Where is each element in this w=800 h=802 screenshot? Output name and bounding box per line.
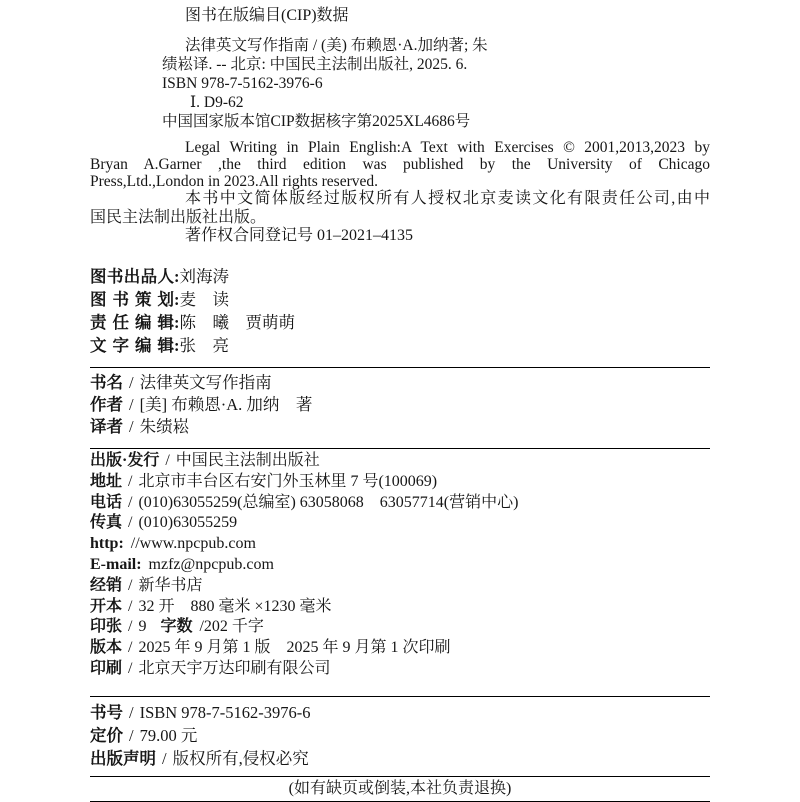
row-book-title (90, 372, 710, 394)
copyright-english (90, 139, 710, 190)
cip-title: 图书在版编目(CIP)数据 (185, 7, 349, 24)
copyright-english-line: Legal Writing in Plain English:A Text with Exercises © 2001,2013,2023 by (185, 139, 710, 156)
row-email (90, 555, 710, 576)
staff-value: 陈 曦 贾萌萌 (179, 313, 295, 332)
staff-label: 图书策划 (90, 290, 174, 309)
field-separator: / (128, 472, 133, 490)
field-value: ISBN 978-7-5162-3976-6 (139, 702, 311, 722)
staff-row-planner (90, 288, 710, 311)
staff-colon: : (174, 313, 180, 332)
field-value: 2025 年 9 月第 1 版 2025 年 9 月第 1 次印刷 (138, 639, 451, 657)
copyright-chinese-line: 本书中文简体版经过版权所有人授权北京麦读文化有限责任公司,由中 (185, 190, 710, 207)
field-label: 书号 (90, 702, 123, 722)
staff-label: 图书出品人 (90, 267, 174, 286)
field-label: E-mail: (90, 555, 142, 573)
cip-classification: Ⅰ. D9-62 (190, 94, 244, 111)
row-address (90, 472, 710, 493)
field-separator: / (128, 597, 133, 615)
price-info (90, 701, 710, 770)
field-value: 法律英文写作指南 (139, 373, 272, 392)
field-label: 开本 (90, 597, 123, 615)
field-separator: / (129, 373, 134, 392)
field-value: /202 千字 (199, 618, 264, 636)
field-value: 79.00 元 (139, 725, 198, 745)
cip-line: 绩崧译. -- 北京: 中国民主法制出版社, 2025. 6. (162, 56, 468, 73)
field-value: 版权所有,侵权必究 (172, 748, 309, 768)
field-separator: / (162, 748, 167, 768)
row-distributor (90, 576, 710, 597)
staff-colon: : (174, 267, 180, 286)
staff-row-producer (90, 265, 710, 288)
staff-colon: : (174, 336, 180, 355)
field-value: 朱绩崧 (139, 417, 190, 436)
row-author (90, 394, 710, 416)
divider (90, 367, 710, 368)
field-value: 中国民主法制出版社 (175, 452, 320, 469)
field-label: 出版·发行 (90, 452, 160, 469)
field-separator: / (129, 725, 134, 745)
row-website (90, 534, 710, 555)
return-notice: (如有缺页或倒装,本社负责退换) (288, 779, 512, 797)
row-format (90, 597, 710, 618)
copyright-english-line: Bryan A.Garner ,the third edition was published by the University of Chicago (90, 156, 710, 173)
staff-value: 刘海涛 (179, 267, 229, 286)
field-value: (010)63055259 (138, 514, 238, 532)
field-value: 新华书店 (138, 576, 203, 594)
staff-row-chief-editor (90, 311, 710, 334)
field-separator: / (128, 576, 133, 594)
field-separator: / (128, 659, 133, 677)
field-separator: / (129, 417, 134, 436)
field-value: (010)63055259(总编室) 63058068 63057714(营销中心) (138, 493, 519, 511)
field-label: 作者 (90, 395, 123, 414)
field-value: [美] 布赖恩·A. 加纳 著 (139, 395, 313, 414)
staff-row-text-editor (90, 334, 710, 357)
row-printer (90, 659, 710, 680)
row-edition (90, 638, 710, 659)
field-separator: / (128, 639, 133, 657)
staff-value: 麦 读 (179, 290, 229, 309)
row-fax (90, 513, 710, 534)
row-statement (90, 747, 710, 770)
field-label: http: (90, 535, 124, 553)
field-label: 出版声明 (90, 748, 156, 768)
field-value: //www.npcpub.com (130, 535, 256, 553)
field-label: 印刷 (90, 659, 123, 677)
field-label: 电话 (90, 493, 123, 511)
staff-value: 张 亮 (179, 336, 229, 355)
staff-colon: : (174, 290, 180, 309)
staff-label: 文字编辑 (90, 336, 174, 355)
divider (90, 448, 710, 449)
field-label: 译者 (90, 417, 123, 436)
book-info (90, 372, 710, 438)
row-phone (90, 493, 710, 514)
field-separator: / (128, 514, 133, 532)
field-label: 书名 (90, 373, 123, 392)
cip-line: 法律英文写作指南 / (美) 布赖恩·A.加纳著; 朱 (185, 37, 488, 54)
copyright-chinese (90, 190, 710, 227)
cip-block (162, 36, 710, 131)
row-price (90, 724, 710, 747)
field-label: 传真 (90, 514, 123, 532)
row-translator (90, 416, 710, 438)
field-separator: / (165, 452, 170, 469)
field-value: 北京市丰台区右安门外玉林里 7 号(100069) (138, 472, 438, 490)
publishing-info (90, 451, 710, 680)
field-label: 版本 (90, 639, 123, 657)
staff-list (90, 265, 710, 357)
copyright-english-line: Press,Ltd.,London in 2023.All rights reserved. (90, 173, 379, 190)
field-separator: / (129, 702, 134, 722)
field-separator: / (129, 395, 134, 414)
field-label: 印张 (90, 618, 123, 636)
contract-number: 著作权合同登记号 01–2021–4135 (185, 227, 414, 244)
field-label: 地址 (90, 472, 123, 490)
row-sheets-wordcount (90, 617, 710, 638)
field-separator: / (128, 493, 133, 511)
field-value: 32 开 880 毫米 ×1230 毫米 (138, 597, 332, 615)
row-publisher (90, 451, 710, 472)
divider (90, 696, 710, 697)
field-label: 经销 (90, 576, 123, 594)
cip-registration: 中国国家版本馆CIP数据核字第2025XL4686号 (162, 113, 471, 130)
cip-isbn: ISBN 978-7-5162-3976-6 (162, 75, 323, 92)
field-value: 北京天宇万达印刷有限公司 (138, 659, 331, 677)
staff-label: 责任编辑 (90, 313, 174, 332)
field-value: 9 (138, 618, 147, 636)
field-label: 字数 (160, 618, 193, 636)
row-isbn (90, 701, 710, 724)
field-separator: / (128, 618, 133, 636)
field-value: mzfz@npcpub.com (148, 555, 274, 573)
field-label: 定价 (90, 725, 123, 745)
copyright-chinese-line: 国民主法制出版社出版。 (90, 208, 267, 226)
